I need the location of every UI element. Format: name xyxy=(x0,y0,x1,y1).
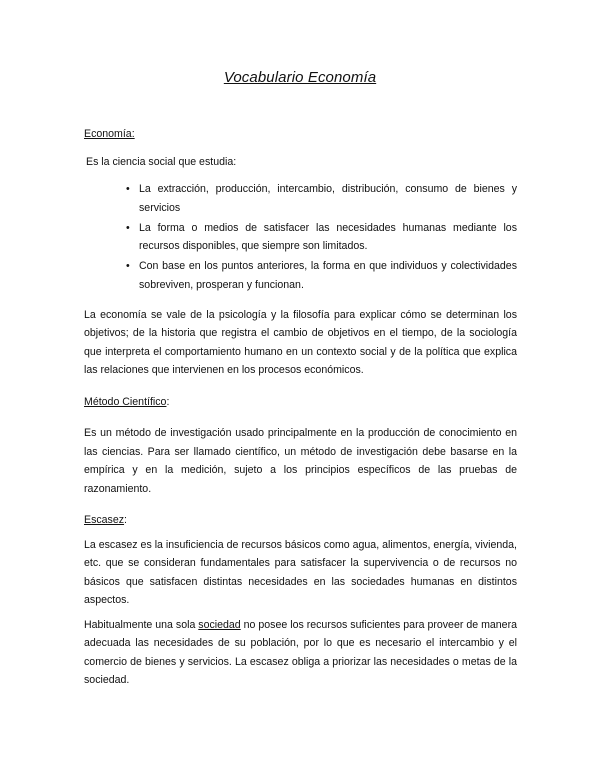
bullet-icon: • xyxy=(126,221,130,234)
economia-intro: Es la ciencia social que estudia: xyxy=(86,155,237,168)
bullet-icon: • xyxy=(126,260,130,272)
escasez-heading-suffix: : xyxy=(124,514,127,526)
escasez-heading: Escasez xyxy=(84,514,125,526)
escasez-p2-after: no posee los recursos suficientes para proveer de manera adecuada las necesidades de su población, por lo que es necesario el intercambio y el comercio de bienes y servicios. La escasez obliga a priorizar las necesidades o metas de la sociedad. xyxy=(84,618,517,686)
economia-paragraph: La economía se vale de la psicología y la filosofía para explicar cómo se determinan los objetivos; de la historia que registra el cambio de objetivos en el tiempo, de la sociología que interpreta el comportamiento humano en un contexto social y de la política que explica las relaciones que intervienen en los procesos económicos. xyxy=(84,308,517,376)
list-item xyxy=(126,180,517,217)
metodo-heading-line xyxy=(84,393,517,412)
economia-heading-line xyxy=(84,125,517,144)
bullet-icon: • xyxy=(126,183,130,195)
metodo-heading: Método Científico xyxy=(84,395,167,408)
economia-bullet-list xyxy=(84,180,517,294)
metodo-paragraph: Es un método de investigación usado principalmente en la producción de conocimiento en las ciencias. Para ser llamado científico, un método de investigación debe basarse en la empírica y en la medición, sujeto a los principios específicos de las pruebas de razonamiento. xyxy=(84,427,517,495)
list-item xyxy=(126,257,517,294)
escasez-heading-line xyxy=(84,511,517,530)
escasez-p2-before: Habitualmente una sola xyxy=(84,618,199,631)
economia-heading: Economía: xyxy=(84,128,135,140)
document-body xyxy=(84,125,517,690)
bullet-text: La extracción, producción, intercambio, distribución, consumo de bienes y servicios xyxy=(139,183,517,214)
bullet-text: La forma o medios de satisfacer las necesidades humanas mediante los recursos disponibles, que siempre son limitados. xyxy=(139,221,517,252)
metodo-heading-suffix: : xyxy=(166,395,170,408)
sociedad-link[interactable]: sociedad xyxy=(198,618,241,631)
escasez-paragraph-1: La escasez es la insuficiencia de recursos básicos como agua, alimentos, energía, vivienda, etc. que se consideran fundamentales para satisfacer la supervivencia o de recursos no básicos que satisfacen distintas necesidades en las sociedades humanas en distintos aspectos. xyxy=(84,538,517,606)
document-title: Vocabulario Economía xyxy=(223,69,377,86)
bullet-text: Con base en los puntos anteriores, la forma en que individuos y colectividades sobreviven, prosperan y funcionan. xyxy=(139,260,517,291)
list-item xyxy=(126,219,517,256)
escasez-paragraph-2 xyxy=(84,616,517,690)
